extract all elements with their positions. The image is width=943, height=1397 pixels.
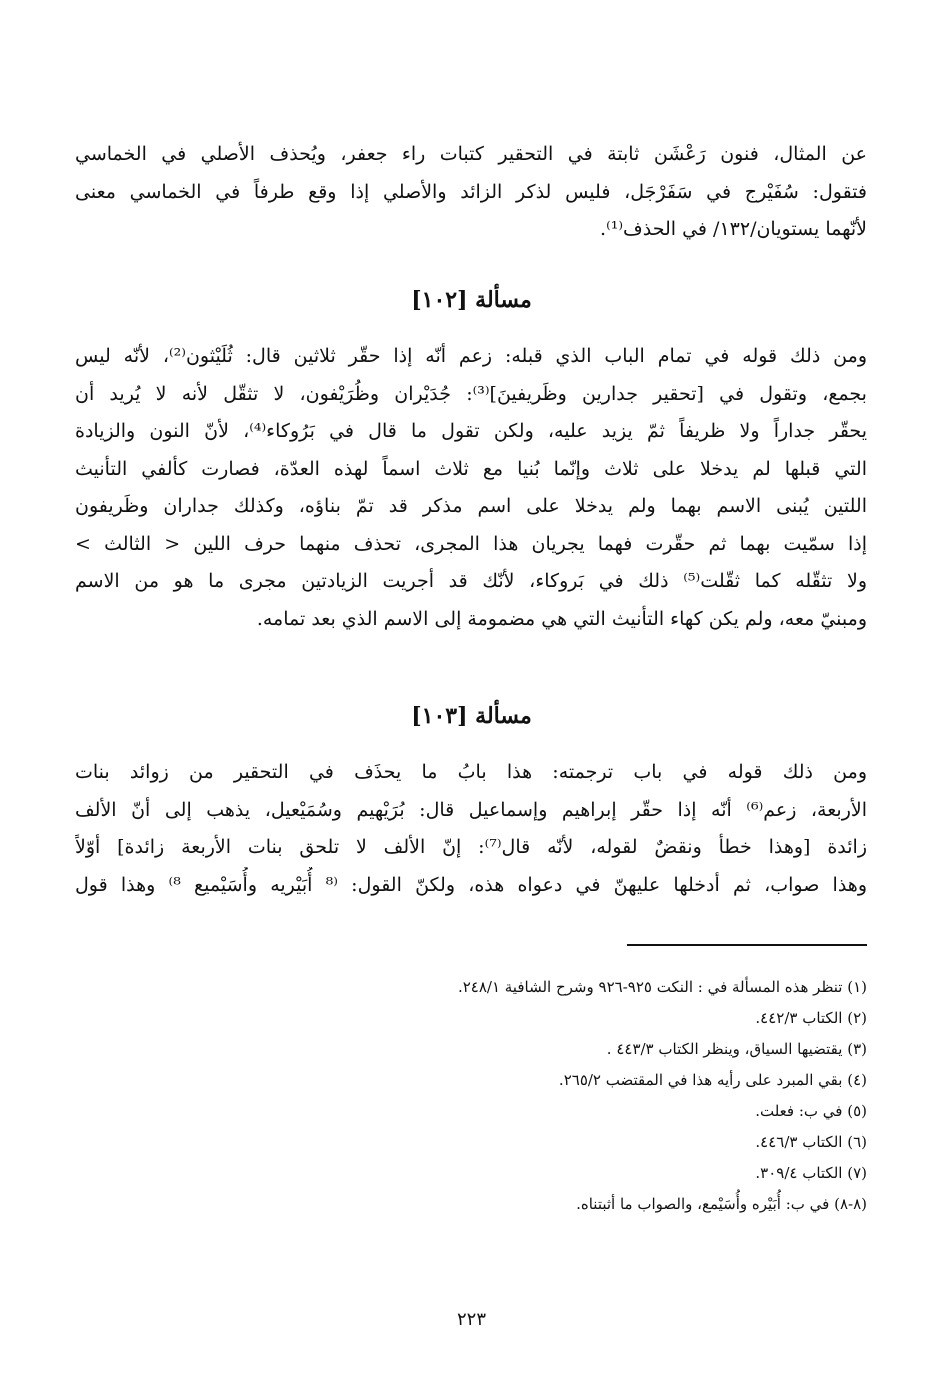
text-line: ولا تثقّله كما ثقّلت⁽⁵⁾ ذلك في بَروكاء، لأنّك قد أجريت الزيادتين مجرى ما هو من الاسم	[75, 570, 867, 592]
text-line: اللتين يُبنى الاسم بهما ولم يدخلا على اسم مذكر قد تمّ بناؤه، وكذلك جداران وظَريفون	[75, 495, 867, 517]
text-line: عن المثال، فنون رَعْشَن ثابتة في التحقير كتبات راء جعفر، ويُحذف الأصلي في الخماسي	[75, 143, 867, 165]
footnote: (٢) الكتاب ٤٤٢/٣.	[755, 1009, 867, 1027]
text-line: فتقول: سُفَيْرج في سَفَرْجَل، فليس لذكر الزائد والأصلي إذا وقع طرفاً في الخماسي معنى	[75, 180, 867, 203]
text-line: التي قبلها لم يدخلا على ثلاث وإنّما بُنيا مع ثلاث اسماً لهذه العدّة، فصارت كألفي التأنيث	[75, 457, 867, 480]
paragraph-issue-102	[75, 338, 867, 638]
text-line: زائدة [وهذا خطأ ونقضٌ لقوله، لأنّه قال⁽⁷⁾: إنّ الألف لا تلحق بنات الأربعة زائدة] أوّلاً	[75, 836, 867, 858]
section-heading-102: مسألة [١٠٢]	[411, 287, 532, 313]
footnote: (٦) الكتاب ٤٤٦/٣.	[755, 1133, 867, 1151]
footnote: (٥) في ب: فعلت.	[755, 1102, 867, 1120]
paragraph-continuation	[75, 136, 867, 249]
footnotes	[75, 972, 867, 1220]
section-heading-103: مسألة [١٠٣]	[411, 703, 532, 729]
footnote: (٧) الكتاب ٣٠٩/٤.	[755, 1164, 867, 1182]
text-line: بجمع، وتقول في [تحقير جدارين وظَريفينَ]⁽³⁾: جُدَيْران وظُرَيْفون، لا تثقّل لأنه لا يُريد أن	[75, 382, 867, 405]
text-line: ومبنيّ معه، ولم يكن كهاء التأنيث التي هي مضمومة إلى الاسم الذي بعد تمامه.	[256, 607, 867, 630]
text-line: الأربعة، زعم⁽⁶⁾ أنّه إذا حقّر إبراهيم وإسماعيل قال: بُرَيْهيم وسُمَيْعيل، يذهب إلى أنّ الألف	[75, 798, 867, 821]
paragraph-issue-103	[75, 754, 867, 904]
footnote: (١) تنظر هذه المسألة في : النكت ٩٢٥-٩٢٦ وشرح الشافية ٢٤٨/١.	[457, 978, 867, 996]
footnote: (٤) بقي المبرد على رأيه هذا في المقتضب ٢٦٥/٢.	[558, 1071, 867, 1089]
text-line: إذا سمّيت بهما ثم حقّرت فهما يجريان هذا المجرى، تحذف منهما حرف اللين < الثالث >	[75, 532, 867, 555]
footnote: (٣) يقتضيها السياق، وينظر الكتاب ٤٤٣/٣ .	[606, 1040, 867, 1058]
text-line: ومن ذلك قوله في باب ترجمته: هذا بابُ ما يحذَف في التحقير من زوائد بنات	[75, 761, 867, 783]
text-line: وهذا صواب، ثم أدخلها عليهنّ في دعواه هذه، ولكنّ القول: ⁽⁸ أُبَيْريه وأُسَيْميع ⁸⁾ وهذا قول	[75, 873, 867, 896]
footnote-separator	[627, 944, 867, 946]
footnote: (٨-٨) في ب: أُبَيْره وأُسَيْمع، والصواب ما أثبتناه.	[576, 1195, 867, 1213]
text-line: لأنّهما يستويان/١٣٢/ في الحذف⁽¹⁾.	[600, 218, 867, 240]
page-number: ٢٢٣	[456, 1309, 486, 1330]
text-line: ومن ذلك قوله في تمام الباب الذي قبله: زعم أنّه إذا حقّر ثلاثين قال: ثُلَيْثون⁽²⁾، لأنّه ليس	[75, 345, 867, 367]
text-line: يحقّر جداراً ولا ظريفاً ثمّ يزيد عليه، ولكن تقول ما قال في بَرُوكاء⁽⁴⁾، لأنّ النون والزيادة	[75, 420, 867, 442]
